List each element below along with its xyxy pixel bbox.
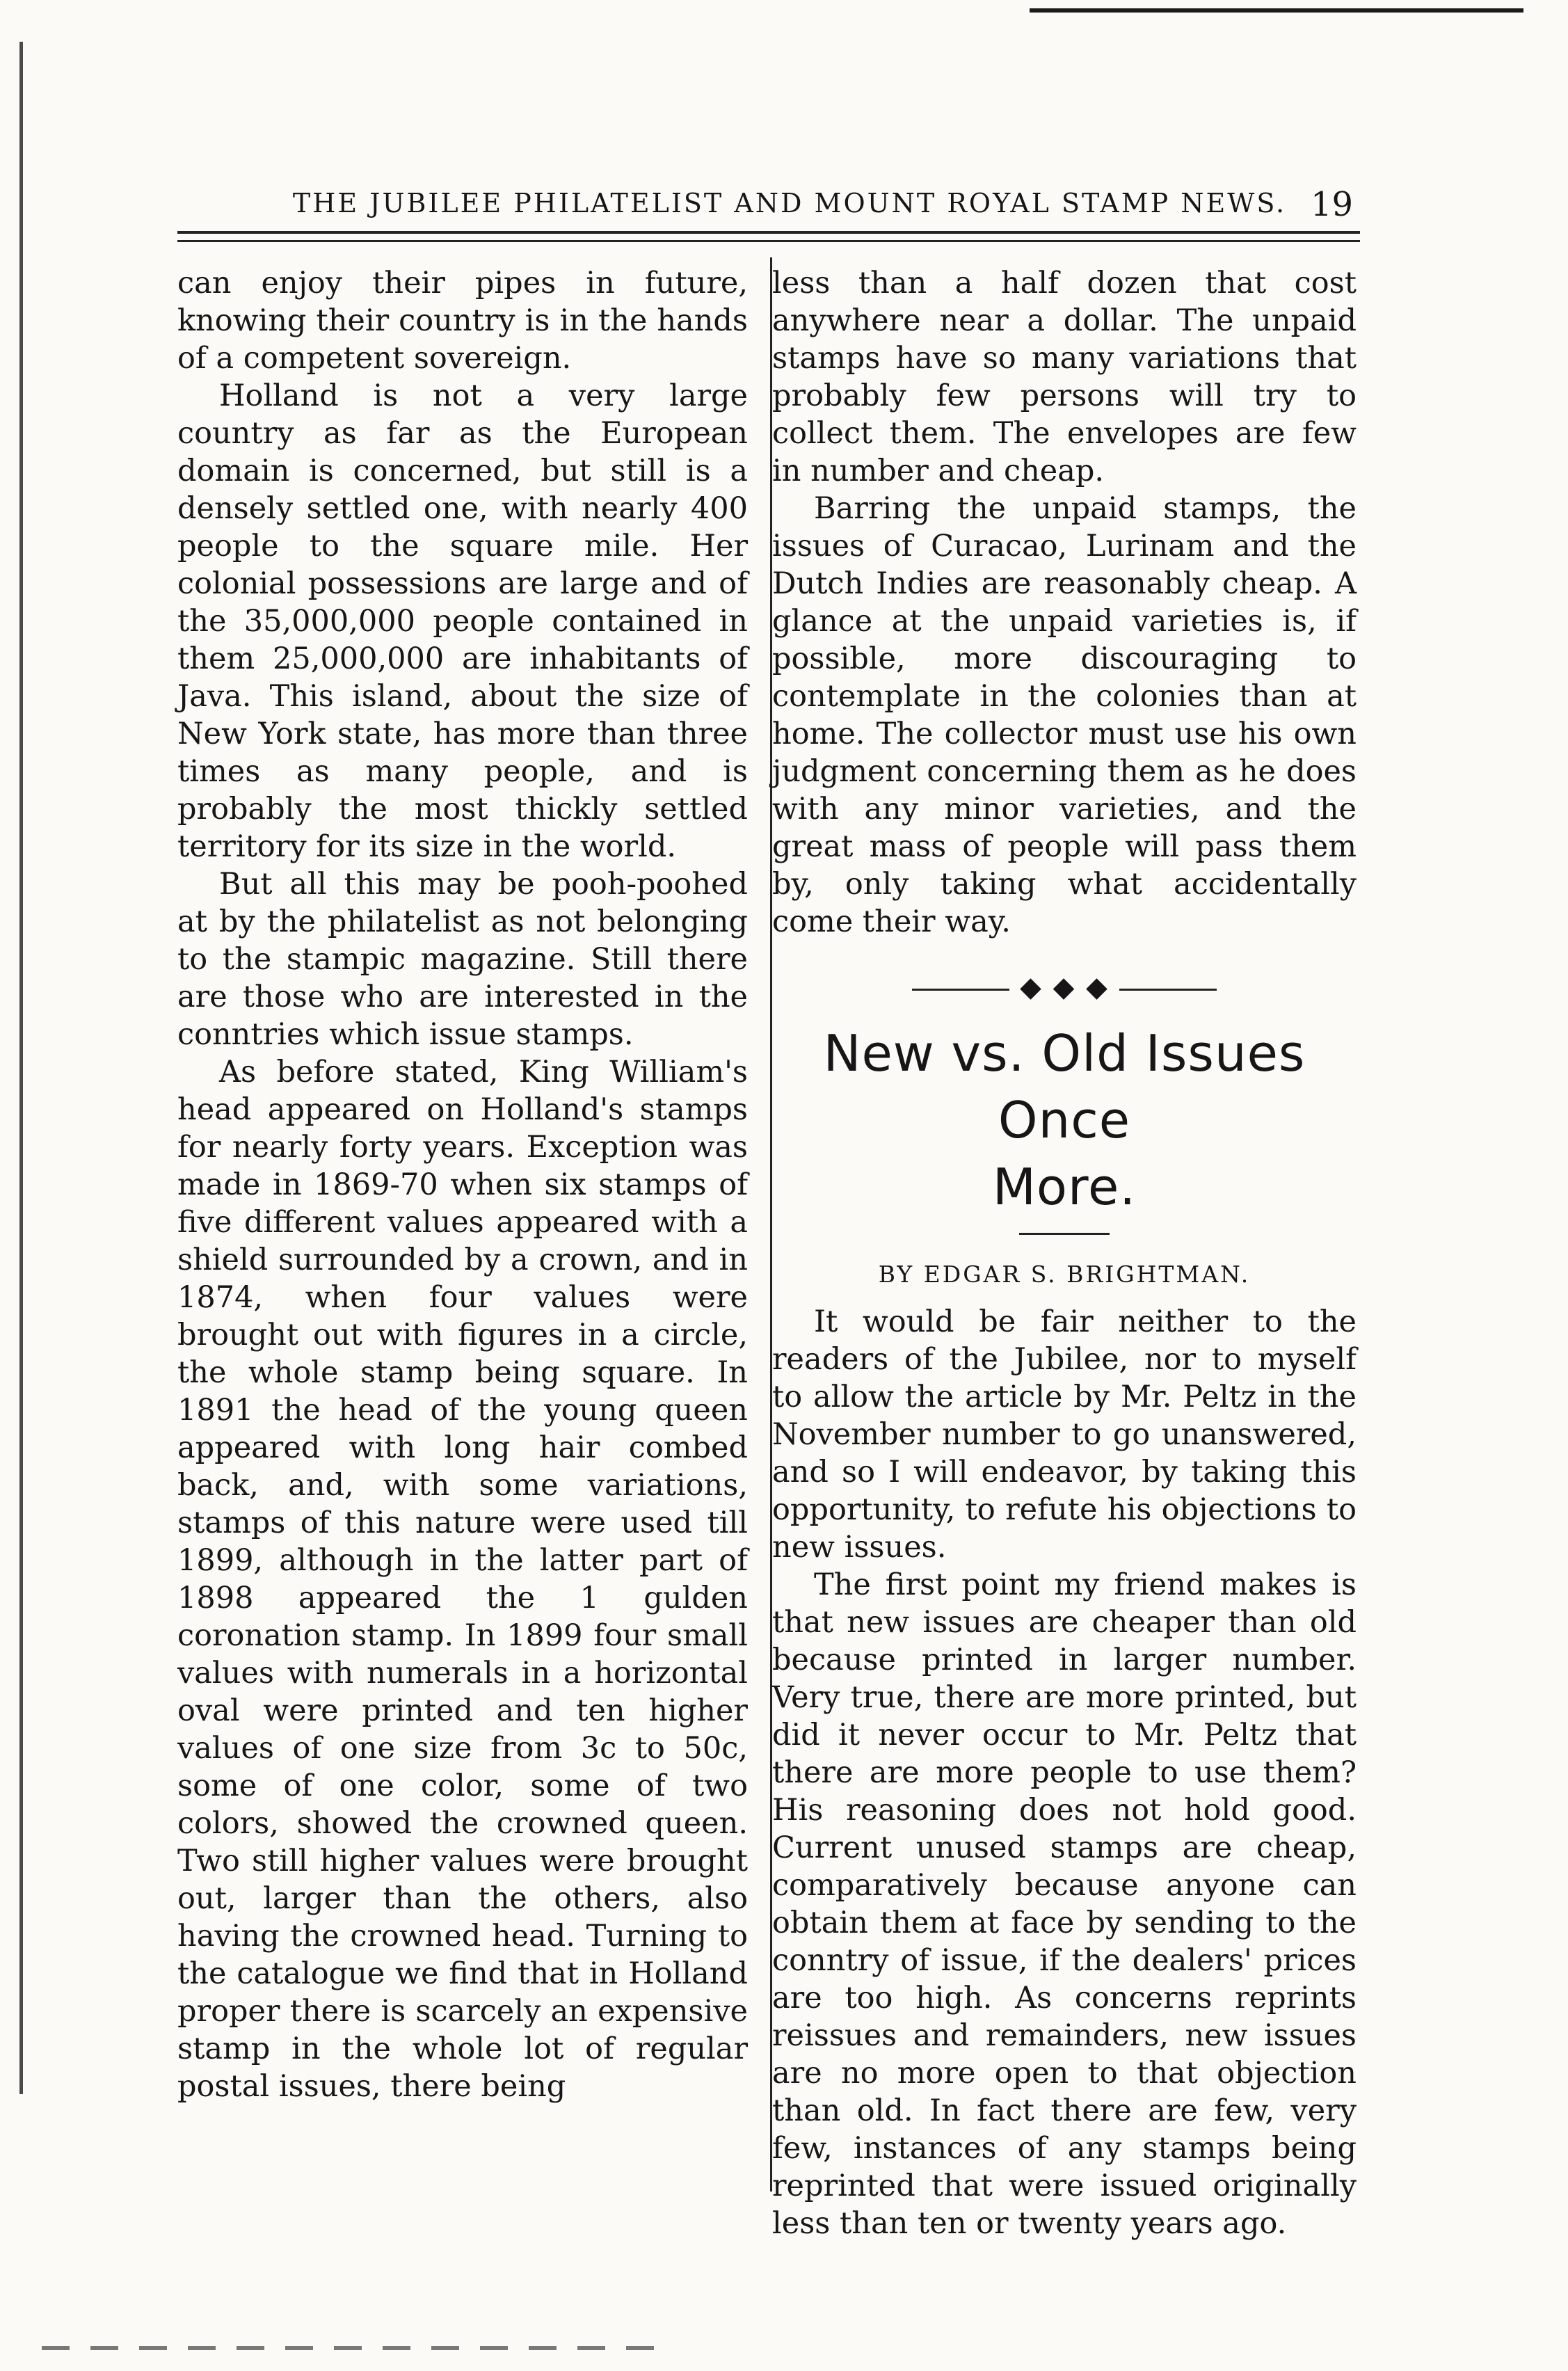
left-column — [177, 264, 748, 2105]
paragraph: It would be fair neither to the readers of the Jubilee, nor to myself to allow the article by Mr. Peltz in the November number to go unanswered, and so I will endeavor, by taking this opportunity, to refute his objections to new issues. — [772, 1304, 1357, 1565]
section-ornament — [772, 968, 1357, 1006]
article-title-block — [772, 1020, 1357, 1220]
footer-print-scrap — [42, 2346, 668, 2350]
article-title-line-1: New vs. Old Issues Once — [823, 1024, 1306, 1149]
header-double-rule — [177, 231, 1360, 242]
right-column — [772, 264, 1357, 2242]
page-header — [0, 185, 1568, 237]
ornament-line-right — [1119, 989, 1217, 991]
article-byline: BY EDGAR S. BRIGHTMAN. — [878, 1261, 1251, 1288]
paragraph: But all this may be pooh-poohed at by the philatelist as not belonging to the stampic magazine. Still there are those who are interested in the conntries which issue stamps. — [177, 867, 748, 1052]
top-edge-rule — [1030, 8, 1523, 13]
article-title-line-2: More. — [992, 1158, 1137, 1216]
running-head: THE JUBILEE PHILATELIST AND MOUNT ROYAL STAMP NEWS. — [292, 188, 1287, 218]
paragraph: Barring the unpaid stamps, the issues of Curacao, Lurinam and the Dutch Indies are reasonably cheap. A glance at the unpaid varieties is, if possible, more discouraging to contemplate in the colonies than at home. The collector must use his own judgment concerning them as he does with any minor varieties, and the great mass of people will pass them by, only taking what accidentally come their way. — [772, 491, 1357, 939]
paragraph: Holland is not a very large country as far as the European domain is concerned, but still is a densely settled one, with nearly 400 people to the square mile. Her colonial possessions are large and of the 35,000,000 people contained in them 25,000,000 are inhabitants of Java. This island, about the size of New York state, has more than three times as many people, and is probably the most thickly settled territory for its size in the world. — [177, 378, 748, 864]
paragraph: can enjoy their pipes in future, knowing their country is in the hands of a competent sovereign. — [177, 266, 748, 376]
ornament-diamonds: ◆ ◆ ◆ — [1020, 971, 1109, 1003]
title-underline-rule — [1019, 1233, 1110, 1235]
paragraph: The first point my friend makes is that new issues are cheaper than old because printed in larger number. Very true, there are more printed, but did it never occur to Mr. Peltz that there are more people to use them? His reasoning does not hold good. Current unused stamps are cheap, comparatively because anyone can obtain them at face by sending to the conntry of issue, if the dealers' prices are too high. As concerns reprints reissues and remainders, new issues are no more open to that objection than old. In fact there are few, very few, instances of any stamps being reprinted that were issued originally less than ten or twenty years ago. — [772, 1567, 1357, 2241]
ornament-line-left — [912, 989, 1009, 991]
binding-edge — [19, 42, 23, 2094]
paragraph: less than a half dozen that cost anywhere near a dollar. The unpaid stamps have so many variations that probably few persons will try to collect them. The envelopes are few in number and cheap. — [772, 266, 1357, 488]
paragraph: As before stated, King William's head appeared on Holland's stamps for nearly forty years. Exception was made in 1869-70 when six stamps of five different values appeared with a shield surrounded by a crown, and in 1874, when four values were brought out with figures in a circle, the whole stamp being square. In 1891 the head of the young queen appeared with long hair combed back, and, with some variations, stamps of this nature were used till 1899, although in the latter part of 1898 appeared the 1 gulden coronation stamp. In 1899 four small values with numerals in a horizontal oval were printed and ten higher values of one size from 3c to 50c, some of one color, some of two colors, showed the crowned queen. Two still higher values were brought out, larger than the others, also having the crowned head. Turning to the catalogue we find that in Holland proper there is scarcely an expensive stamp in the whole lot of regular postal issues, there being — [177, 1055, 748, 2104]
page-number: 19 — [1311, 185, 1354, 224]
